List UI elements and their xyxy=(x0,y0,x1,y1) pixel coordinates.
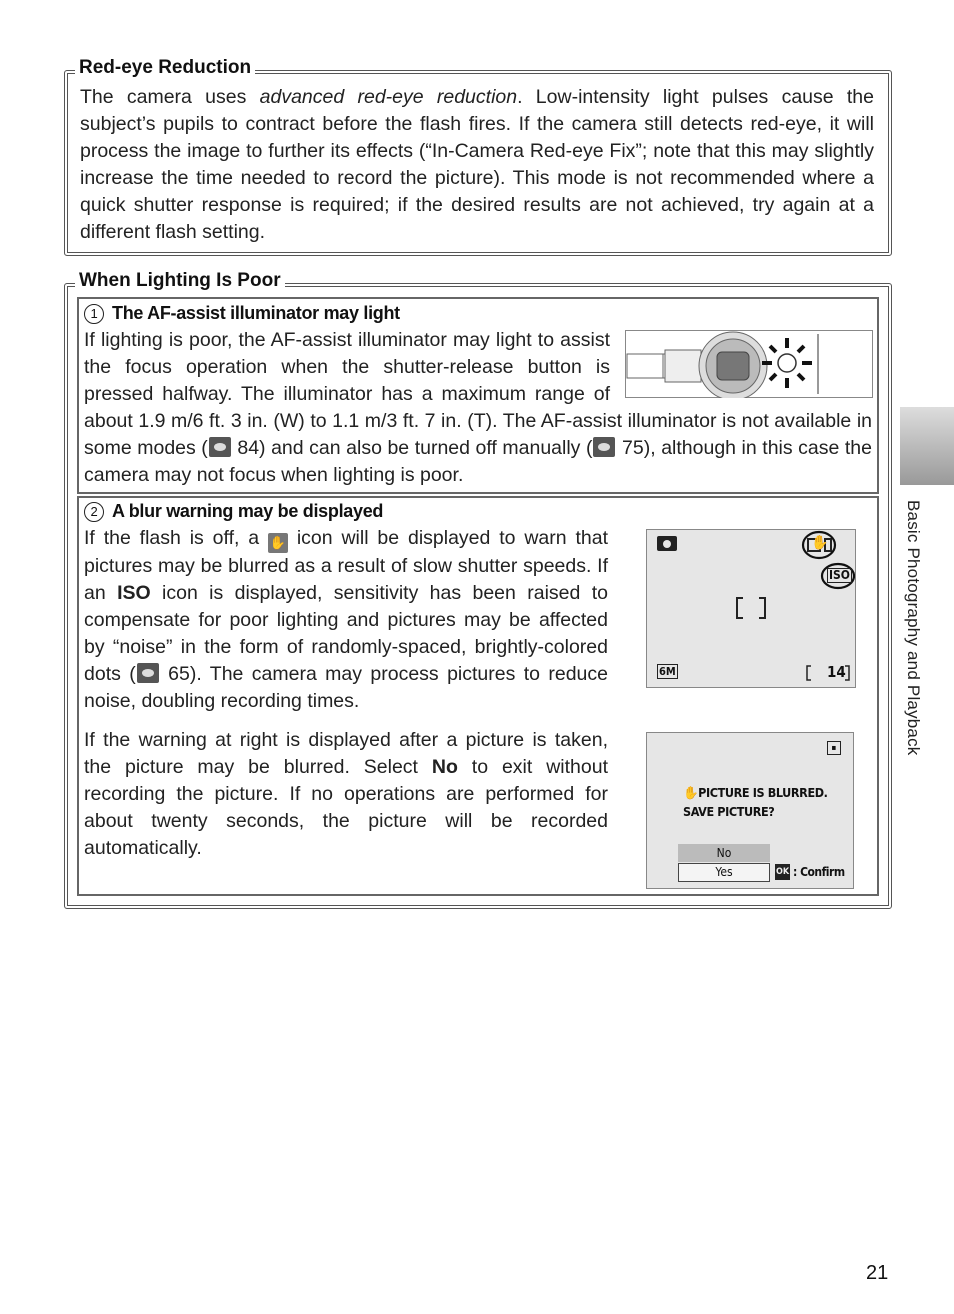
redeye-paragraph: The camera uses advanced red-eye reduction. Low-intensity light pulses cause the subject’s pupils to contract before the flash fires. If the camera still detects red-eye, it will process the image to further its effects (“In-Camera Red-eye Fix”; note that this may slightly increase the time needed to record the picture). This mode is not recommended where a quick shutter response is required; if the desired results are not achieved, try again at a different flash setting. xyxy=(80,86,874,243)
af-assist-heading: 1 The AF-assist illuminator may light xyxy=(84,302,400,324)
reference-icon xyxy=(209,437,231,457)
lighting-title: When Lighting Is Poor xyxy=(75,270,285,292)
chapter-label: Basic Photography and Playback xyxy=(904,500,923,756)
blur-warning-paragraph-2: If the warning at right is displayed after a picture is taken, the picture may be blurred. Select No to exit without recording the picture. If no operations are performed for about twenty seconds, the picture will be recorded automatically. xyxy=(84,729,608,859)
chapter-tab xyxy=(900,407,954,485)
exposure-count: 14 xyxy=(827,663,846,681)
reference-icon xyxy=(137,663,159,683)
blur-warning-paragraph-1: If the flash is off, a ✋ icon will be displayed to warn that pictures may be blurred as a result of slow shutter speeds. If an ISO icon is displayed, sensitivity has been raised to compensate for poor lighting and pictures may be affected by “noise” in the form of randomly-spaced, brightly-colored dots ( 65). The camera may process pictures to reduce noise, doubling recording times. xyxy=(84,527,609,712)
ok-button-icon: OK xyxy=(775,864,790,880)
confirm-label: : Confirm xyxy=(793,865,845,879)
redeye-title: Red-eye Reduction xyxy=(75,57,255,79)
iso-icon: ISO xyxy=(829,568,850,582)
option-no[interactable]: No xyxy=(678,844,770,862)
page-number: 21 xyxy=(866,1262,889,1284)
vibration-hand-icon: ✋ xyxy=(268,533,288,553)
image-size-icon: 6M xyxy=(659,665,676,678)
blur-warning-message: ✋PICTURE IS BLURRED. SAVE PICTURE? xyxy=(683,785,828,819)
memory-icon: ▪ xyxy=(827,741,841,755)
blur-warning-heading: 2 A blur warning may be displayed xyxy=(84,500,383,522)
af-assist-paragraph: If lighting is poor, the AF-assist illuminator may light to assist the focus operation when the shutter-release button is pressed halfway. The illuminator has a maximum range of about 1.9 m/6 ft. 3 in. (W) to 1.1 m/3 ft. 7 in. (T). The AF-assist illuminator is not available in some modes ( 84) and can also be turned off manually ( 75), although in this case the camera may not focus when lighting is poor. xyxy=(84,329,872,486)
vibration-hand-icon: ✋ xyxy=(811,535,829,551)
number-1-badge: 1 xyxy=(84,304,104,324)
vibration-hand-icon: ✋ xyxy=(683,785,699,800)
number-2-badge: 2 xyxy=(84,502,104,522)
shooting-display-illustration xyxy=(646,529,856,688)
option-yes[interactable]: Yes xyxy=(678,863,770,882)
reference-icon xyxy=(593,437,615,457)
blur-warning-screen xyxy=(646,732,854,889)
